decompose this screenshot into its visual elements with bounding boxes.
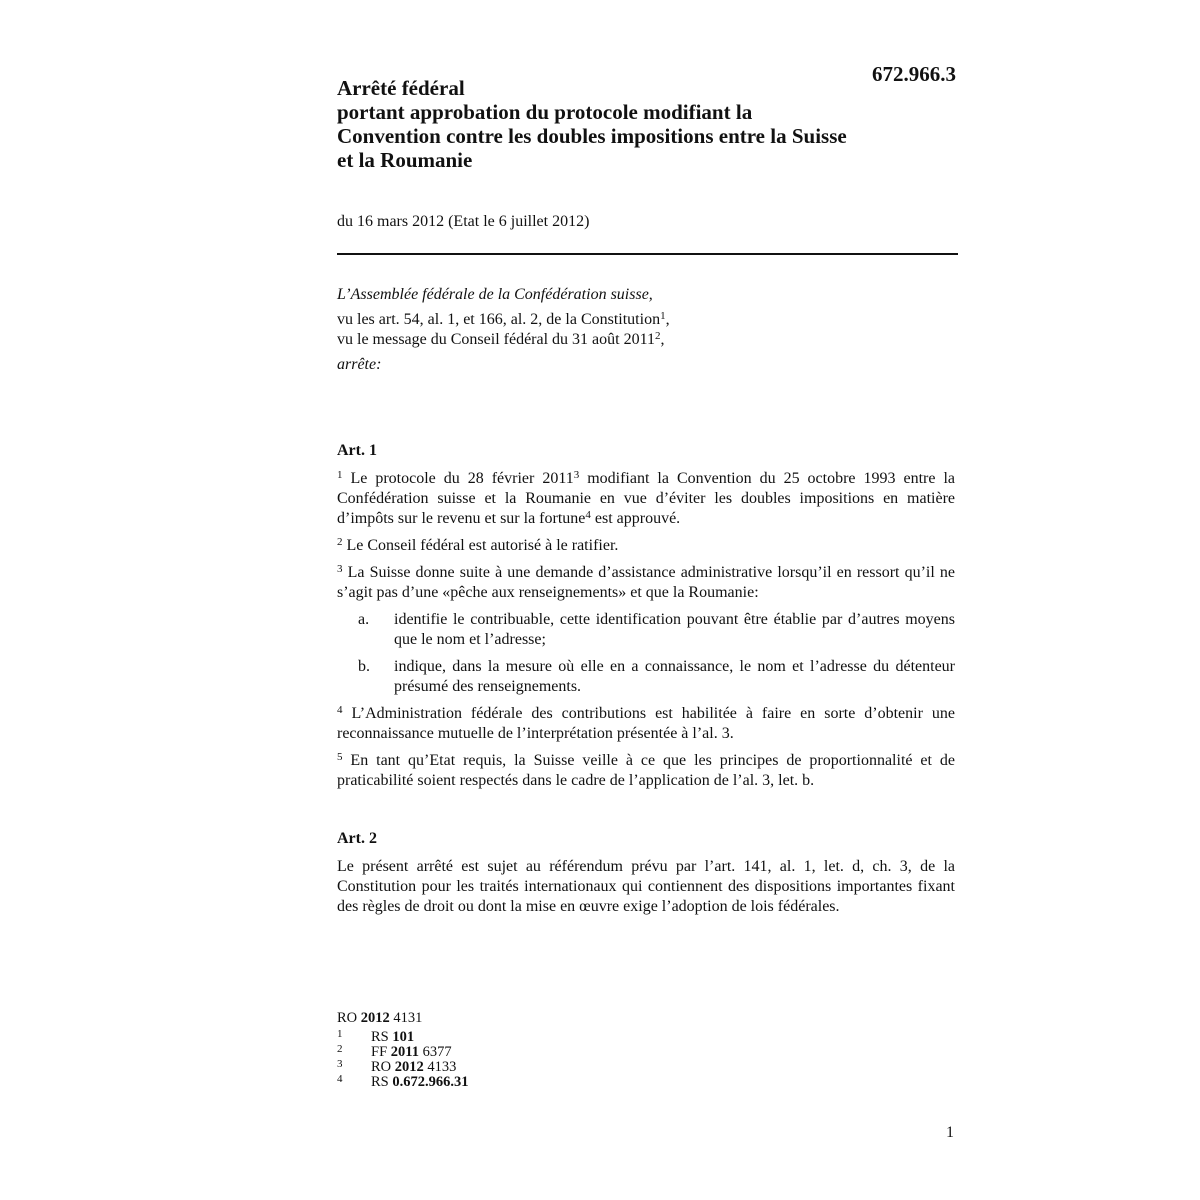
paragraph-1: $^1$ Le protocole du 28 février 2011$^3$ modifiant la Convention du 25 octobre 1993 entre la Confédération suisse et la Roumanie en vue d’éviter les doubles impositions en matière d’impôts sur le revenu et sur la fortune$^4$ est approuvé.	[337, 469, 955, 527]
paragraph-number: 4	[337, 704, 343, 716]
article-2	[337, 829, 955, 924]
footnote-ref[interactable]: 2	[655, 330, 661, 342]
decree-word: arrête:	[337, 356, 382, 373]
list-text: identifie le contribuable, cette identification pouvant être établie par d’autres moyens que le nom et l’adresse;	[394, 611, 955, 648]
list-label: a.	[358, 611, 370, 628]
footnote-ref[interactable]: 3	[573, 469, 580, 481]
title-line: Arrêté fédéral	[337, 76, 465, 100]
paragraph-number: 1	[337, 469, 343, 481]
message-reference: vu le message du Conseil fédéral du 31 août 2011$^2$,	[337, 330, 665, 348]
title-line: portant approbation du protocole modifiant la	[337, 100, 753, 124]
paragraph-5: $^5$ En tant qu’Etat requis, la Suisse veille à ce que les principes de proportionnalité et de praticabilité soient respectés dans le cadre de l’application de l’al. 3, let. b.	[337, 751, 955, 789]
header-divider	[337, 253, 958, 255]
footnote: 3 RO 2012 4133	[337, 1058, 457, 1075]
preamble	[337, 285, 957, 380]
list-item	[337, 610, 955, 650]
paragraph-number: 2	[337, 536, 343, 548]
title-line: Convention contre les doubles impositions entre la Suisse	[337, 124, 847, 148]
paragraph-number: 5	[337, 751, 343, 763]
footnote: 1 RS 101	[337, 1028, 415, 1045]
page-number: 1	[946, 1124, 954, 1141]
document-title	[337, 76, 937, 172]
list-item	[337, 657, 955, 697]
paragraph-3: $^3$ La Suisse donne suite à une demande d’assistance administrative lorsqu’il en ressort qu’il ne s’agit pas d’une «pêche aux renseignements» et que la Roumanie:	[337, 563, 955, 601]
list-label: b.	[358, 658, 370, 675]
paragraph-4: $^4$ L’Administration fédérale des contributions est habilitée à faire en sorte d’obtenir une reconnaissance mutuelle de l’interprétation présentée à l’al. 3.	[337, 704, 955, 742]
article-1	[337, 441, 955, 798]
footnote: 2 FF 2011 6377	[337, 1043, 452, 1060]
article-2-text: Le présent arrêté est sujet au référendum prévu par l’art. 141, al. 1, let. d, ch. 3, de la Constitution pour les traités internationaux qui contiennent des dispositions importantes fixant des règles de droit ou dont la mise en œuvre exige l’adoption de lois fédérales.	[337, 858, 955, 915]
assembly-line: L’Assemblée fédérale de la Confédération suisse,	[337, 286, 653, 303]
footnotes	[337, 1011, 469, 1090]
paragraph-number: 3	[337, 563, 343, 575]
list-text: indique, dans la mesure où elle en a connaissance, le nom et l’adresse du détenteur présumé des renseignements.	[394, 658, 955, 695]
rs-number: 672.966.3	[872, 62, 956, 86]
source-reference: RO 2012 4131	[337, 1010, 423, 1026]
title-line: et la Roumanie	[337, 148, 473, 172]
footnote-ref[interactable]: 1	[660, 310, 666, 322]
article-heading: Art. 1	[337, 442, 377, 459]
article-heading: Art. 2	[337, 830, 377, 847]
footnote: 4 RS 0.672.966.31	[337, 1073, 469, 1090]
decree-date: du 16 mars 2012 (Etat le 6 juillet 2012)	[337, 213, 590, 230]
footnote-ref[interactable]: 4	[585, 509, 591, 521]
paragraph-2: $^2$ Le Conseil fédéral est autorisé à le ratifier.	[337, 536, 619, 554]
constitution-reference: vu les art. 54, al. 1, et 166, al. 2, de la Constitution$^1$,	[337, 310, 670, 328]
